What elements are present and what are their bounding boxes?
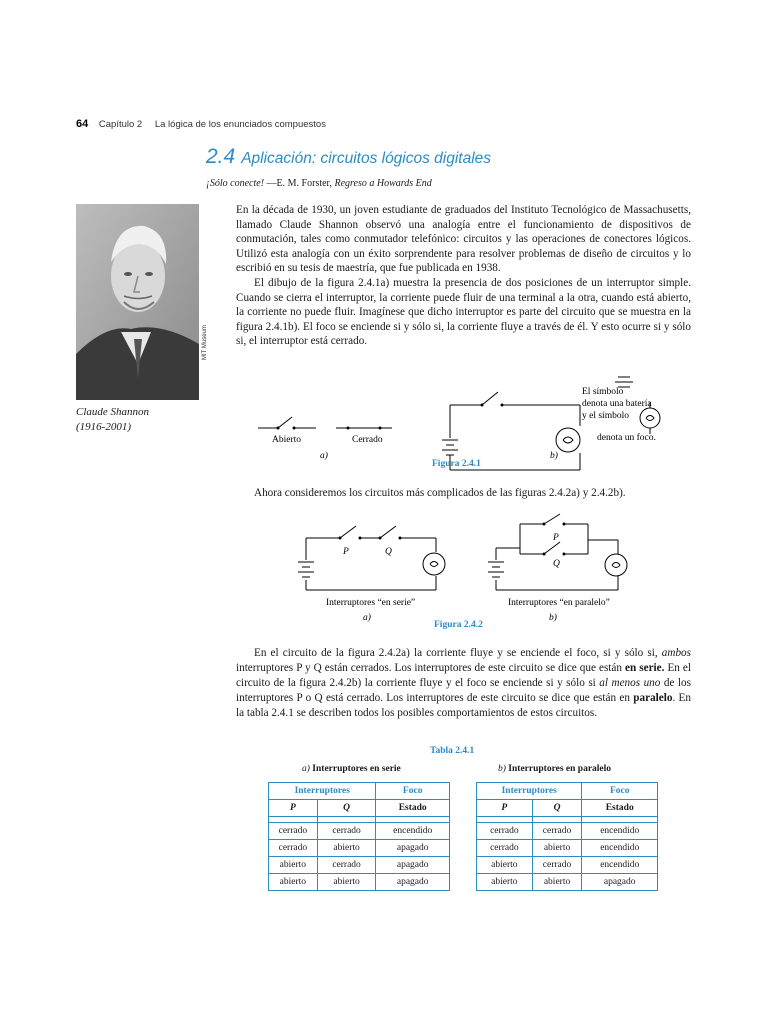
note-line-2: denota una batería bbox=[582, 399, 652, 409]
table-cell: apagado bbox=[582, 874, 658, 891]
table-cell: abierto bbox=[477, 857, 533, 874]
header-foco: Foco bbox=[582, 783, 658, 800]
header-foco: Foco bbox=[376, 783, 450, 800]
table-cell: cerrado bbox=[317, 857, 376, 874]
parallel-b-label: b) bbox=[549, 613, 557, 622]
table-cell: abierto bbox=[532, 840, 582, 857]
body-text bbox=[236, 203, 691, 349]
parallel-label-p: P bbox=[553, 533, 559, 543]
table-row bbox=[477, 857, 658, 874]
table-row bbox=[477, 874, 658, 891]
table-cell: abierto bbox=[317, 874, 376, 891]
chapter-label: Capítulo 2 bbox=[98, 119, 143, 130]
header-estado: Estado bbox=[376, 800, 450, 817]
label-cerrado: Cerrado bbox=[352, 435, 383, 445]
series-a-label: a) bbox=[363, 613, 371, 622]
label-a: a) bbox=[320, 451, 328, 461]
table-cell: cerrado bbox=[477, 823, 533, 840]
table-row bbox=[269, 840, 450, 857]
para3-en-serie: en serie. bbox=[625, 662, 665, 674]
table-cell: abierto bbox=[269, 857, 318, 874]
portrait-photo bbox=[76, 204, 199, 400]
paragraph-1: En la década de 1930, un joven estudiante de graduados del Instituto Tecnológico de Massachusetts, llamado Claude Shannon observó una analogía entre el funcionamiento de dispositivos de conmutación, tales como conmutador telefónico: circuitos y las operaciones de conectores lógicos. Utilizó esta analogía con un éxito sorprendente para resolver problemas de diseño de circuitos y lo escribió en su tesis de maestría, que fue publicada en 1938. bbox=[236, 204, 691, 275]
parallel-label-q: Q bbox=[553, 559, 560, 569]
table-cell: cerrado bbox=[532, 823, 582, 840]
parallel-caption: Interruptores “en paralelo” bbox=[508, 598, 610, 608]
epigraph-author: —E. M. Forster, bbox=[264, 178, 335, 189]
header-q: Q bbox=[532, 800, 582, 817]
table-cell: abierto bbox=[477, 874, 533, 891]
photo-caption bbox=[76, 405, 149, 435]
table-cell: encendido bbox=[582, 840, 658, 857]
figure-2-4-2 bbox=[290, 510, 650, 622]
table-cell: encendido bbox=[582, 857, 658, 874]
table-cell: encendido bbox=[582, 823, 658, 840]
table-cell: encendido bbox=[376, 823, 450, 840]
epigraph bbox=[206, 178, 432, 189]
paragraph-2: El dibujo de la figura 2.4.1a) muestra la presencia de dos posiciones de un interruptor simple. Cuando se cierra el interruptor, la corriente puede fluir de una terminal a la otra, cuando está abierto, la corriente no puede fluir. Imagínese que dicho interruptor es parte del circuito que se muestra en la figura 2.4.1b). El foco se enciende si y sólo si, la corriente fluye a través de él. Y esto ocurre si y sólo si, el interruptor está cerrado. bbox=[236, 276, 691, 348]
series-label-q: Q bbox=[385, 547, 392, 557]
header-estado: Estado bbox=[582, 800, 658, 817]
table-cell: apagado bbox=[376, 874, 450, 891]
label-b: b) bbox=[550, 451, 558, 461]
para3-paralelo: paralelo bbox=[633, 692, 673, 704]
para3-al-menos-uno: al menos uno bbox=[599, 677, 661, 689]
table-cell: abierto bbox=[532, 874, 582, 891]
table-cell: cerrado bbox=[532, 857, 582, 874]
para3-s9: . En la tabla 2.4.1 se describen todos los posibles comportamientos de estos circuitos. bbox=[236, 692, 691, 719]
para3-ambos: ambos bbox=[661, 647, 691, 659]
figure-2-4-1-label: Figura 2.4.1 bbox=[432, 459, 481, 469]
header-interruptores: Interruptores bbox=[477, 783, 582, 800]
header-p: P bbox=[477, 800, 533, 817]
table-row bbox=[269, 823, 450, 840]
table-series-subtitle: a) Interruptores en serie bbox=[302, 764, 401, 774]
table-cell: cerrado bbox=[269, 840, 318, 857]
table-row bbox=[269, 857, 450, 874]
table-cell: apagado bbox=[376, 857, 450, 874]
para3-s5: En el circuito de la figura 2.4.2b) la corriente fluye y el foco se enciende si y sólo si bbox=[236, 662, 691, 689]
table-cell: cerrado bbox=[269, 823, 318, 840]
paragraph-circuits bbox=[236, 646, 691, 721]
chapter-title: La lógica de los enunciados compuestos bbox=[154, 119, 326, 130]
table-cell: abierto bbox=[269, 874, 318, 891]
running-header bbox=[76, 118, 326, 130]
page-number: 64 bbox=[76, 118, 89, 130]
section-number: 2.4 bbox=[206, 145, 236, 168]
para3-s3: interruptores P y Q están cerrados. Los interruptores de este circuito se dice que están bbox=[236, 662, 626, 674]
note-line-3: y el símbolo bbox=[582, 411, 629, 421]
table-row bbox=[269, 874, 450, 891]
label-abierto: Abierto bbox=[272, 435, 302, 445]
table-cell: apagado bbox=[376, 840, 450, 857]
series-label-p: P bbox=[343, 547, 349, 557]
para3-s1: En el circuito de la figura 2.4.2a) la corriente fluye y se enciende el foco, si y sólo si, bbox=[254, 647, 658, 659]
para3-s7: de los interruptores P o Q está cerrado. Los interruptores de este circuito se dice que están en bbox=[236, 677, 691, 704]
series-caption: Interruptores “en serie” bbox=[326, 598, 416, 608]
epigraph-quote: ¡Sólo conecte! bbox=[206, 178, 265, 189]
caption-name: Claude Shannon bbox=[76, 406, 150, 418]
photo-credit: MIT Museum bbox=[202, 325, 208, 360]
table-cell: cerrado bbox=[477, 840, 533, 857]
header-q: Q bbox=[317, 800, 376, 817]
figure-2-4-2-label: Figura 2.4.2 bbox=[434, 620, 483, 630]
table-series bbox=[268, 782, 450, 891]
section-title bbox=[206, 145, 491, 169]
paragraph-figures-intro: Ahora consideremos los circuitos más complicados de las figuras 2.4.2a) y 2.4.2b). bbox=[254, 487, 626, 499]
epigraph-work: Regreso a Howards End bbox=[334, 178, 432, 189]
table-row bbox=[477, 840, 658, 857]
note-line-1: El símbolo bbox=[582, 387, 624, 397]
header-interruptores: Interruptores bbox=[269, 783, 376, 800]
table-cell: abierto bbox=[317, 840, 376, 857]
section-title-text: Aplicación: circuitos lógicos digitales bbox=[241, 150, 492, 167]
table-title: Tabla 2.4.1 bbox=[430, 746, 475, 756]
note-line-4: denota un foco. bbox=[597, 433, 656, 443]
caption-years: (1916-2001) bbox=[76, 421, 131, 433]
table-parallel-subtitle: b) Interruptores en paralelo bbox=[498, 764, 612, 774]
header-p: P bbox=[269, 800, 318, 817]
table-parallel bbox=[476, 782, 658, 891]
table-cell: cerrado bbox=[317, 823, 376, 840]
table-row bbox=[477, 823, 658, 840]
